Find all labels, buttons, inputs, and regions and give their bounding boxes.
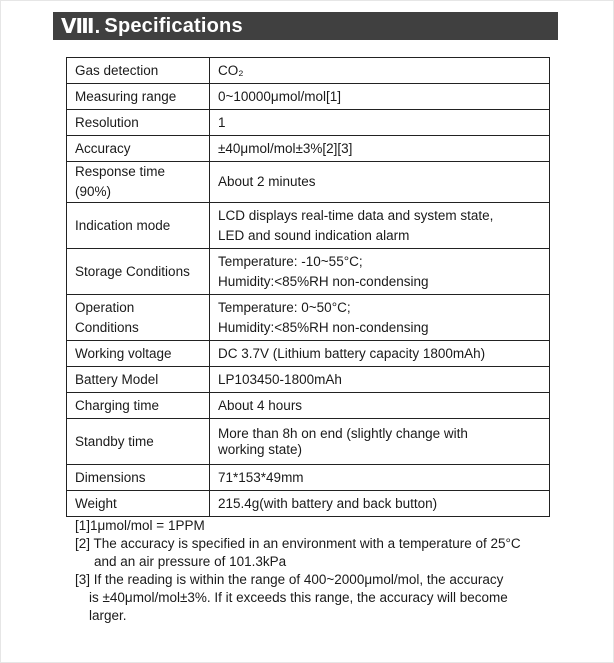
footnote-2: [2] The accuracy is specified in an environment with a temperature of 25°C [75,536,521,551]
section-title: Specifications [104,14,243,37]
spec-value-line: 215.4g(with battery and back button) [218,495,438,511]
spec-row-weight [67,491,550,517]
spec-value [210,491,550,517]
spec-value-line: 1 [218,114,226,130]
spec-value-line: About 4 hours [218,397,303,413]
footnote-2-continued: and an air pressure of 101.3kPa [94,554,287,569]
spec-row-charging-time [67,393,550,419]
spec-row-accuracy [67,136,550,162]
spec-value [210,58,550,84]
spec-label: Weight [67,491,210,517]
spec-value-line: LCD displays real-time data and system state, [218,207,494,223]
spec-label: Accuracy [67,136,210,162]
spec-value-line: 0~10000μmol/mol[1] [218,88,341,104]
spec-value [210,84,550,110]
spec-row-gas-detection [67,58,550,84]
spec-value-line: Temperature: -10~55°C; [218,253,363,269]
footnotes [75,517,565,625]
spec-label: Dimensions [67,465,210,491]
spec-value [210,162,550,203]
spec-value [210,419,550,465]
section-header [53,12,558,40]
spec-value-line: LP103450-1800mAh [218,371,342,387]
section-numeral: Ⅷ. [61,15,101,38]
spec-label: Indication mode [67,203,210,249]
spec-row-response-time [67,162,550,203]
spec-value-line: working state) [218,441,303,457]
spec-row-measuring-range [67,84,550,110]
spec-value [210,367,550,393]
spec-value-line: About 2 minutes [218,174,316,189]
spec-label: Operation Conditions [67,295,210,341]
spec-value [210,393,550,419]
spec-row-resolution [67,110,550,136]
spec-value-line: Temperature: 0~50°C; [218,299,351,315]
footnote-3-continued: larger. [89,608,127,623]
spec-value-line: DC 3.7V (Lithium battery capacity 1800mAh) [218,345,486,361]
spec-value [210,295,550,341]
spec-row-working-voltage [67,341,550,367]
spec-row-standby-time [67,419,550,465]
spec-label: Storage Conditions [67,249,210,295]
spec-value [210,203,550,249]
spec-label: Measuring range [67,84,210,110]
spec-row-operation-conditions [67,295,550,341]
footnote-3-continued: is ±40μmol/mol±3%. If it exceeds this range, the accuracy will become [89,590,508,605]
spec-value [210,110,550,136]
specifications-table [66,57,550,517]
spec-label: Gas detection [67,58,210,84]
spec-value-line: Humidity:<85%RH non-condensing [218,319,429,335]
spec-label: Response time (90%) [67,162,210,203]
spec-row-indication-mode [67,203,550,249]
spec-value [210,465,550,491]
spec-value-line: LED and sound indication alarm [218,227,410,243]
spec-label: Standby time [67,419,210,465]
spec-row-dimensions [67,465,550,491]
footnote-1: [1]1μmol/mol = 1PPM [75,518,205,533]
spec-value-line: ±40μmol/mol±3%[2][3] [218,140,353,156]
spec-value [210,249,550,295]
footnote-3: [3] If the reading is within the range of 400~2000μmol/mol, the accuracy [75,572,504,587]
spec-value [210,136,550,162]
spec-row-storage-conditions [67,249,550,295]
spec-value [210,341,550,367]
spec-value-line: 71*153*49mm [218,469,304,485]
spec-row-battery-model [67,367,550,393]
spec-value-line: More than 8h on end (slightly change with [218,425,468,441]
spec-label: Resolution [67,110,210,136]
spec-value-line: Humidity:<85%RH non-condensing [218,273,429,289]
spec-value-line: CO₂ [218,62,244,78]
spec-label: Charging time [67,393,210,419]
spec-label: Battery Model [67,367,210,393]
spec-label: Working voltage [67,341,210,367]
